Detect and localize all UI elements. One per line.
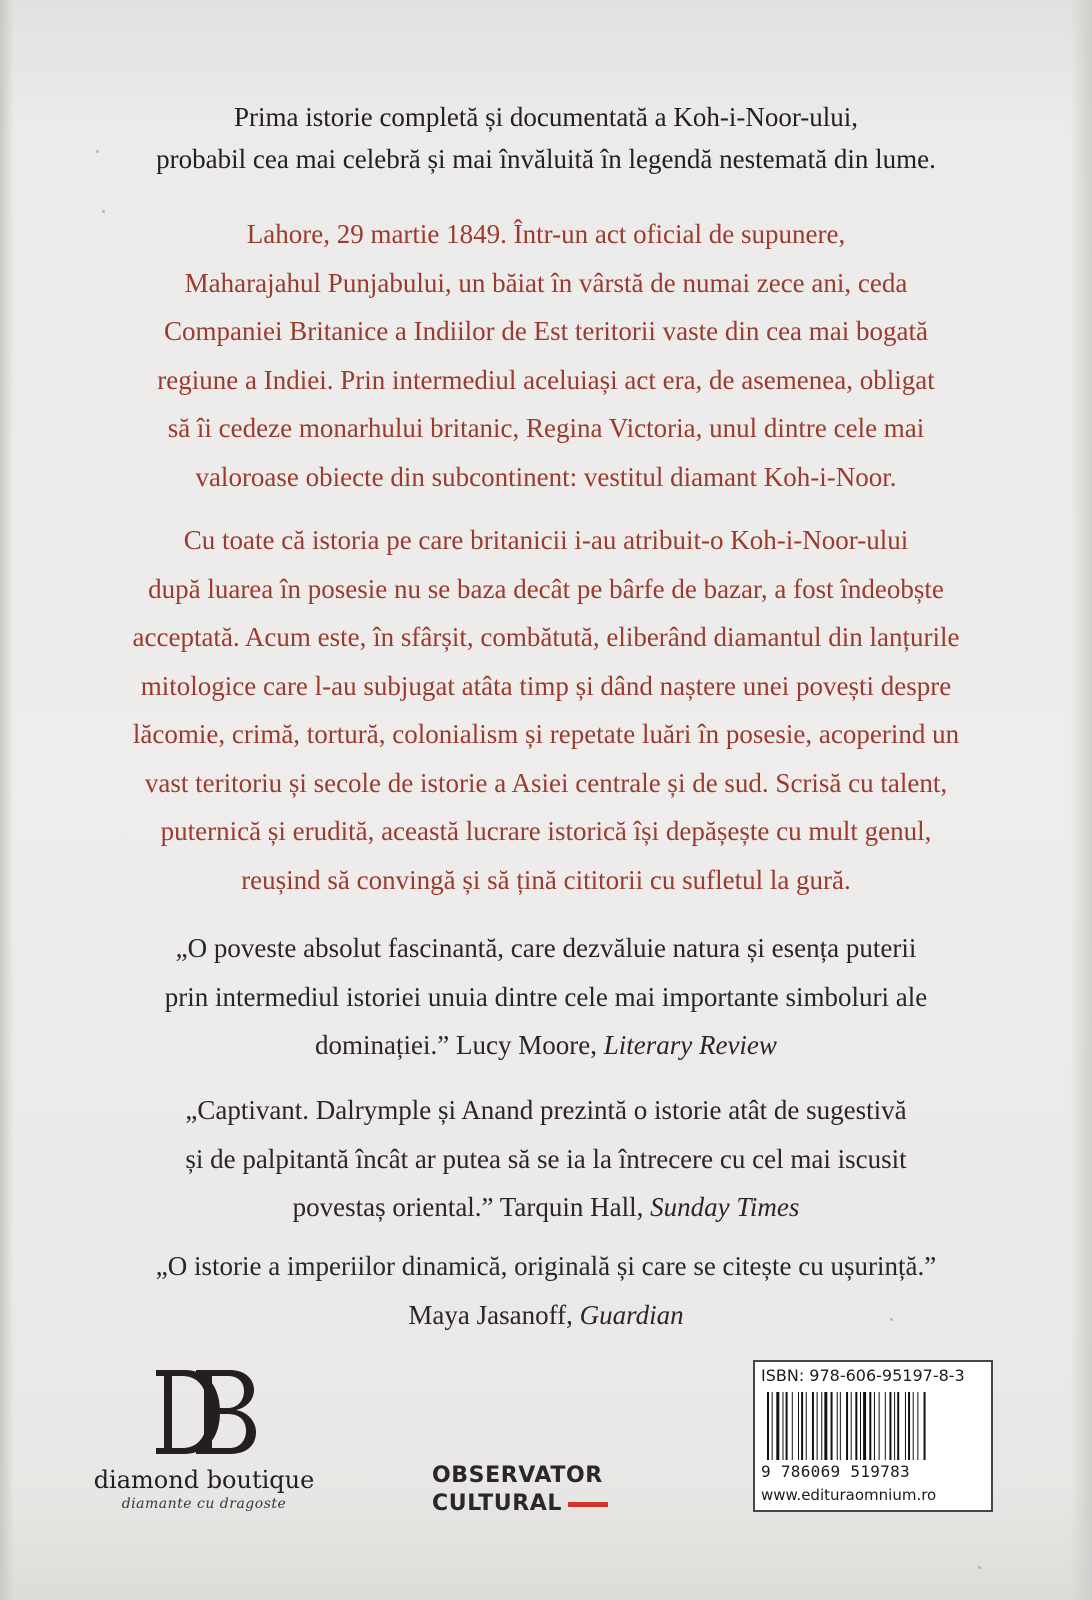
text-line: vast teritoriu și secole de istorie a Asiei centrale și de sud. Scrisă cu talent, [144,767,948,798]
barcode-bar [776,1392,779,1460]
quote-source: Literary Review [603,1030,777,1060]
logo-line-2-wrap [432,1490,608,1518]
barcode-bar [786,1392,788,1460]
quote-source: Sunday Times [650,1192,800,1222]
barcode-bar [801,1392,803,1460]
barcode-bar [798,1392,799,1460]
barcode-bar [894,1392,895,1460]
barcode-bar [806,1392,807,1460]
barcode-bar [812,1392,814,1460]
barcode-bar [879,1392,880,1460]
barcode-bar [924,1392,926,1460]
barcode-bar [837,1392,838,1460]
barcode-bar [792,1392,793,1460]
text-line: acceptată. Acum este, în sfârșit, combătută, eliberând diamantul din lanțurile [132,622,960,652]
description-paragraph-1 [0,210,1092,501]
text-line: Companiei Britanice a Indiilor de Est teritorii vaste din cea mai bogată [163,316,928,346]
barcode-digits: 9 786069 519783 [761,1462,910,1481]
barcode-bar [767,1392,769,1460]
barcode-bar [824,1392,827,1460]
barcode-bar [783,1392,784,1460]
observator-cultural-logo [432,1462,608,1518]
barcode-bar [772,1392,773,1460]
quote-author: Maya Jasanoff, [408,1299,573,1330]
quote-line: și de palpitantă încât ar putea să se ia la întrecere cu cel mai iscusit [185,1143,907,1174]
quote-attribution [0,1183,1092,1232]
quote-last-line: dominației.” Lucy Moore, [315,1030,597,1060]
quote-source: Guardian [579,1299,684,1330]
review-quote-2 [0,1086,1092,1232]
barcode-bar [846,1392,848,1460]
publisher-website: www.edituraomnium.ro [761,1486,937,1504]
barcode-bar [855,1392,857,1460]
text-line: mitologice care l-au subjugat atâta timp și dând naștere unei povești despre [140,670,952,701]
isbn-barcode-label [753,1360,993,1512]
text-line: după luarea în posesie nu se baza decât pe bârfe de bazar, a fost îndeobște [148,573,944,604]
quote-line: „Captivant. Dalrymple și Anand prezintă o istorie atât de sugestivă [185,1095,907,1125]
text-line: Prima istorie completă și documentată a Koh-i-Noor-ului, [233,102,859,132]
db-monogram-icon [150,1368,258,1458]
description-paragraph-2 [0,516,1092,904]
barcode-bar [917,1392,918,1460]
text-line: să îi cedeze monarhului britanic, Regina Victoria, unul dintre cele mai [167,413,925,443]
barcode-bar [831,1392,833,1460]
quote-last-line: povestaș oriental.” Tarquin Hall, [292,1192,644,1222]
text-line: Maharajahul Punjabului, un băiat în vârstă de numai zece ani, ceda [184,267,908,298]
barcode-bar [908,1392,910,1460]
barcode-bar [913,1392,914,1460]
barcode-bar [840,1392,841,1460]
quote-line: prin intermediul istoriei unuia dintre cele mai importante simboluri ale [164,981,928,1012]
logo-line-2: CULTURAL [432,1491,563,1516]
barcode-bar [889,1392,891,1460]
quote-line: „O poveste absolut fascinantă, care dezvăluie natura și esența puterii [175,933,917,963]
logo-line-1: OBSERVATOR [432,1463,603,1488]
barcode-bar [905,1392,906,1460]
text-line: Cu toate că istoria pe care britanicii i-au atribuit-o Koh-i-Noor-ului [183,525,909,555]
text-line: regiune a Indiei. Prin intermediul aceluiași act era, de asemenea, obligat [157,364,935,395]
diamond-boutique-logo [88,1368,320,1512]
brand-tagline: diamante cu dragoste [121,1496,287,1512]
barcode-bar [874,1392,875,1460]
review-quote-1 [0,924,1092,1070]
barcode-bar [821,1392,822,1460]
barcode-icon [767,1392,983,1460]
quote-line: „O istorie a imperiilor dinamică, originală și care se citește cu ușurință.” [155,1251,937,1281]
barcode-bar [860,1392,861,1460]
barcode-bar [869,1392,871,1460]
quote-attribution [0,1021,1092,1070]
text-line: puternică și erudită, această lucrare istorică își depășește cu mult genul, [160,816,932,846]
text-line: valoroase obiecte din subcontinent: vestitul diamant Koh-i-Noor. [195,461,897,492]
barcode-bar [885,1392,886,1460]
barcode-bar [897,1392,899,1460]
barcode-bar [851,1392,852,1460]
text-line: Lahore, 29 martie 1849. Într-un act oficial de supunere, [246,219,846,249]
paper-speck [978,1566,981,1569]
red-bar-icon [568,1502,608,1507]
review-quote-3 [0,1242,1092,1339]
text-line: lăcomie, crimă, tortură, colonialism și repetate luări în posesie, acoperind un [132,719,960,749]
isbn-number: ISBN: 978-606-95197-8-3 [761,1366,965,1385]
barcode-bar [863,1392,866,1460]
brand-name: diamond boutique [93,1466,315,1494]
barcode-bar [817,1392,818,1460]
text-line: reușind să convingă și să țină cititorii cu sufletul la gură. [241,864,851,895]
text-line: probabil cea mai celebră și mai învăluită în legendă nestemată din lume. [156,144,936,174]
quote-attribution [0,1291,1092,1340]
intro-paragraph [0,96,1092,180]
